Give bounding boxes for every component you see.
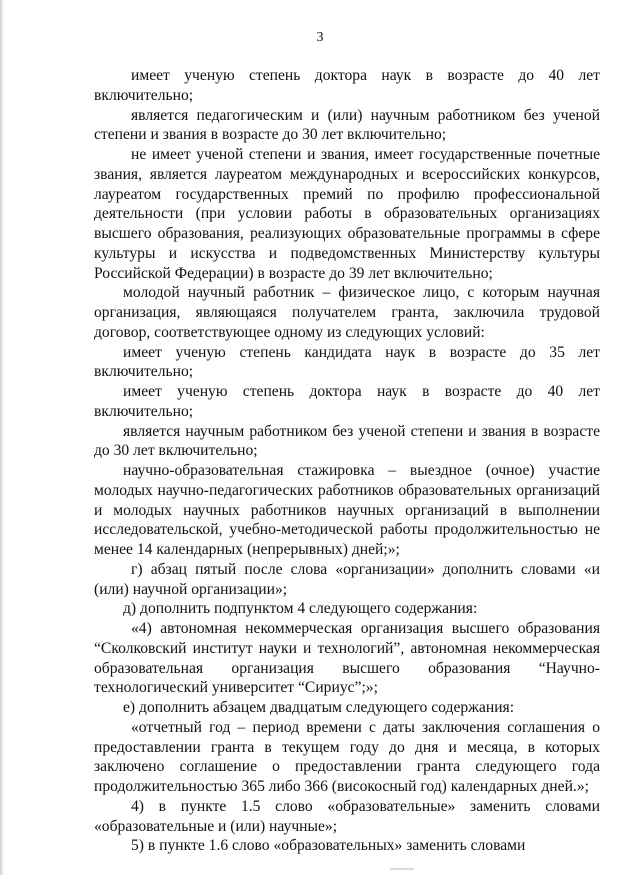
paragraph: имеет ученую степень доктора наук в возрасте до 40 лет включительно; — [94, 67, 600, 104]
paragraph: не имеет ученой степени и звания, имеет государственные почетные звания, является лауреатом международных и всероссийских конкурсов, лауреатом государственных премий по профилю профессиональной деятельности (при условии работы в образовательных организациях высшего образования, реализующих образовательные программы в сфере культуры и искусства и подведомственных Министерству культуры Российской Федерации) в возрасте до 39 лет включительно; — [94, 146, 600, 282]
paragraph: «4) автономная некоммерческая организация высшего образования “Сколковский институт науки и технологий”, автономная некоммерческая образовательная организация высшего образования “Научно-технологический университет “Сириус”;»; — [94, 620, 600, 697]
paragraph: г) абзац пятый после слова «организации» дополнить словами «и (или) научной организации»; — [94, 560, 600, 598]
paragraph: 5) в пункте 1.6 слово «образовательных» заменить словами — [131, 837, 526, 855]
paragraph: является педагогическим и (или) научным работником без ученой степени и звания в возрасте до 30 лет включительно; — [94, 106, 600, 144]
paragraph: имеет ученую степень кандидата наук в возрасте до 35 лет включительно; — [94, 343, 600, 381]
paragraph: имеет ученую степень доктора наук в возрасте до 40 лет включительно; — [94, 383, 600, 420]
paragraph: научно-образовательная стажировка – выездное (очное) участие молодых научно-педагогических работников образовательных организаций и молодых научных работников научных организаций в выполнении исследовательской, учебно-методической работы продолжительностью не менее 14 календарных (непрерывных) дней;»; — [94, 462, 600, 558]
paragraph: «отчетный год – период времени с даты заключения соглашения о предоставлении гранта в текущем году до дня и месяца, в которых заключено соглашение о предоставлении гранта следующего года продолжительностью 365 либо 366 (високосный год) календарных дней.»; — [94, 718, 600, 795]
page-number: 3 — [316, 30, 324, 45]
scan-shadow-edge — [0, 0, 4, 875]
paragraph: 4) в пункте 1.5 слово «образовательные» заменить словами «образовательные и (или) научные»; — [94, 797, 600, 835]
paragraph: е) дополнить абзацем двадцатым следующего содержания: — [123, 699, 515, 716]
paragraph: молодой научный работник – физическое лицо, с которым научная организация, являющаяся получателем гранта, заключила трудовой договор, соответствующее одному из следующих условий: — [94, 284, 600, 341]
paragraph: является научным работником без ученой степени и звания в возрасте до 30 лет включительно; — [94, 422, 600, 460]
document-body — [94, 66, 600, 856]
paragraph: д) дополнить подпунктом 4 следующего содержания: — [123, 600, 478, 618]
scan-speck — [390, 868, 414, 870]
